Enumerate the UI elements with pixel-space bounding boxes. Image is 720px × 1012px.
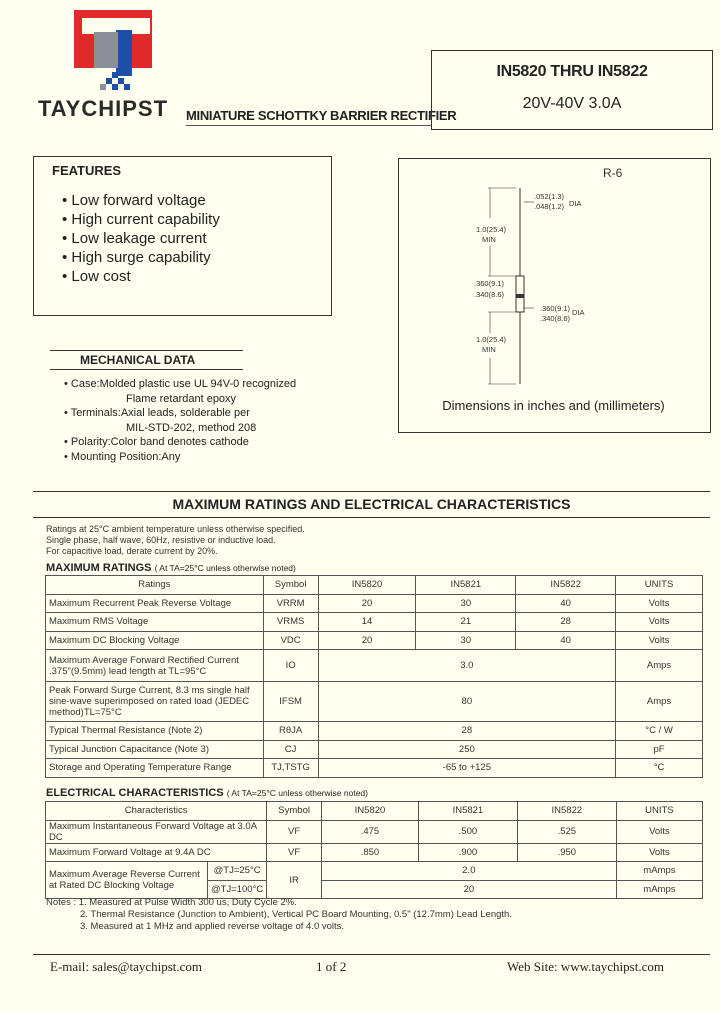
row-symbol: VF	[267, 843, 322, 862]
note-line: 2. Thermal Resistance (Junction to Ambient), Vertical PC Board Mounting, 0.5" (12.7mm) Lead Length.	[80, 909, 512, 920]
lead-length2-b: MIN	[482, 345, 496, 354]
row-condition: @TJ=100°C	[208, 880, 267, 899]
body-length-b: .340(8.6)	[474, 290, 505, 299]
row-label: Maximum DC Blocking Voltage	[46, 631, 264, 650]
header-cell: Symbol	[267, 802, 322, 821]
header-cell: IN5821	[416, 576, 516, 595]
footer-website[interactable]: Web Site: www.taychipst.com	[507, 959, 664, 974]
table-header-row	[46, 802, 703, 821]
row-symbol: IO	[263, 650, 318, 682]
row-unit: Volts	[616, 843, 702, 862]
row-unit: Volts	[616, 820, 702, 843]
feature-item: • Low cost	[62, 267, 220, 286]
cell-value: .525	[517, 820, 616, 843]
cell-value: .475	[321, 820, 418, 843]
cell-value: 30	[416, 631, 516, 650]
table-row	[46, 650, 703, 682]
elec-caption	[46, 787, 368, 799]
lead-dia-b: .048(1.2)	[534, 202, 565, 211]
row-symbol: TJ,TSTG	[263, 759, 318, 778]
notes	[46, 897, 512, 933]
table-row	[46, 682, 703, 722]
row-unit: pF	[616, 740, 703, 759]
row-label: Maximum Forward Voltage at 9.4A DC	[46, 843, 267, 862]
header-cell: Symbol	[263, 576, 318, 595]
section-title: MAXIMUM RATINGS AND ELECTRICAL CHARACTERISTICS	[33, 491, 710, 518]
table-row	[46, 594, 703, 613]
cell-value: 40	[516, 594, 616, 613]
lead-length2-a: 1.0(25.4)	[476, 335, 507, 344]
header-cell: Ratings	[46, 576, 264, 595]
row-unit: Amps	[616, 650, 703, 682]
cell-value: .850	[321, 843, 418, 862]
row-unit: Amps	[616, 682, 703, 722]
row-unit: mAmps	[616, 862, 702, 881]
row-label: Maximum Average Reverse Current at Rated DC Blocking Voltage	[46, 862, 208, 899]
part-number-title: IN5820 THRU IN5822	[496, 63, 648, 80]
cell-value: .950	[517, 843, 616, 862]
mech-item: MIL-STD-202, method 208	[126, 421, 257, 434]
cell-value: 250	[318, 740, 615, 759]
cell-value: .500	[418, 820, 517, 843]
row-label: Typical Junction Capacitance (Note 3)	[46, 740, 264, 759]
table-row	[46, 862, 703, 881]
table-header-row	[46, 576, 703, 595]
row-symbol: CJ	[263, 740, 318, 759]
cell-value: 20	[318, 594, 416, 613]
row-symbol: IFSM	[263, 682, 318, 722]
electrical-table	[45, 801, 703, 899]
row-symbol: IR	[267, 862, 322, 899]
max-ratings-caption-text: MAXIMUM RATINGS	[46, 562, 152, 574]
feature-item: • High surge capability	[62, 248, 220, 267]
header-cell: Characteristics	[46, 802, 267, 821]
body-dia-label: DIA	[572, 308, 585, 317]
mech-item: • Polarity:Color band denotes cathode	[64, 435, 296, 450]
max-ratings-table	[45, 575, 703, 778]
table-row	[46, 722, 703, 741]
elec-caption-note: ( At TA=25°C unless otherwise noted)	[226, 788, 368, 798]
row-unit: Volts	[616, 613, 703, 632]
mech-item: • Terminals:Axial leads, solderable per	[64, 406, 296, 421]
row-label: Maximum Recurrent Peak Reverse Voltage	[46, 594, 264, 613]
mechanical-list	[64, 377, 296, 464]
features-title: FEATURES	[52, 163, 122, 178]
row-condition: @TJ=25°C	[208, 862, 267, 881]
row-unit: °C / W	[616, 722, 703, 741]
row-label: Maximum Average Forward Rectified Current .375"(9.5mm) lead length at TL=95°C	[46, 650, 264, 682]
dimensions-caption: Dimensions in inches and (millimeters)	[442, 398, 665, 413]
row-unit: °C	[616, 759, 703, 778]
cell-value: 28	[516, 613, 616, 632]
table-row	[46, 759, 703, 778]
row-symbol: VDC	[263, 631, 318, 650]
table-row	[46, 740, 703, 759]
body-length-a: .360(9.1)	[474, 279, 505, 288]
row-symbol: VRMS	[263, 613, 318, 632]
header-divider	[186, 125, 431, 126]
row-label: Maximum Instantaneous Forward Voltage at 3.0A DC	[46, 820, 267, 843]
mech-item: • Case:Molded plastic use UL 94V-0 recognized	[64, 377, 296, 392]
row-unit: mAmps	[616, 880, 702, 899]
table-row	[46, 631, 703, 650]
lead-dia-a: .052(1.3)	[534, 192, 565, 201]
row-label: Maximum RMS Voltage	[46, 613, 264, 632]
feature-item: • Low leakage current	[62, 229, 220, 248]
logo-icon	[74, 10, 154, 94]
cell-value: 20	[321, 880, 616, 899]
max-ratings-caption	[46, 562, 296, 574]
header-cell: IN5821	[418, 802, 517, 821]
cell-value: 21	[416, 613, 516, 632]
body-dia-b: .340(8.6)	[540, 314, 571, 323]
row-label: Peak Forward Surge Current, 8.3 ms single half sine-wave superimposed on rated load (JEDEC method)TL=75°C	[46, 682, 264, 722]
preamble-line: Ratings at 25°C ambient temperature unless otherwise specified.	[46, 524, 305, 534]
features-list	[62, 191, 220, 286]
table-row	[46, 613, 703, 632]
table-row	[46, 820, 703, 843]
feature-item: • Low forward voltage	[62, 191, 220, 210]
cell-value: 28	[318, 722, 615, 741]
row-label: Typical Thermal Resistance (Note 2)	[46, 722, 264, 741]
header-cell: IN5820	[321, 802, 418, 821]
product-subtitle: MINIATURE SCHOTTKY BARRIER RECTIFIER	[186, 108, 457, 123]
row-symbol: RθJA	[263, 722, 318, 741]
footer-divider	[33, 954, 710, 955]
ratings-preamble	[46, 524, 305, 557]
cell-value: -65 to +125	[318, 759, 615, 778]
header-cell: IN5822	[517, 802, 616, 821]
cell-value: 14	[318, 613, 416, 632]
lead-length-a: 1.0(25.4)	[476, 225, 507, 234]
footer-email[interactable]: E-mail: sales@taychipst.com	[50, 959, 203, 974]
brand-name: TAYCHIPST	[38, 96, 169, 121]
mechanical-title: MECHANICAL DATA	[50, 350, 243, 370]
row-label: Storage and Operating Temperature Range	[46, 759, 264, 778]
part-title-box	[431, 50, 713, 130]
row-unit: Volts	[616, 631, 703, 650]
lead-dia-label: DIA	[569, 199, 582, 208]
package-drawing	[398, 158, 709, 398]
header-cell: IN5820	[318, 576, 416, 595]
cell-value: 2.0	[321, 862, 616, 881]
cathode-band	[516, 294, 524, 298]
note-line: Notes : 1. Measured at Pulse Width 300 us, Duty Cycle 2%.	[46, 897, 297, 908]
package-label: R-6	[603, 166, 623, 180]
cell-value: .900	[418, 843, 517, 862]
cell-value: 3.0	[318, 650, 615, 682]
part-rating: 20V-40V 3.0A	[522, 95, 622, 112]
cell-value: 20	[318, 631, 416, 650]
preamble-line: For capacitive load, derate current by 20%.	[46, 546, 218, 556]
feature-item: • High current capability	[62, 210, 220, 229]
cell-value: 40	[516, 631, 616, 650]
cell-value: 80	[318, 682, 615, 722]
footer-page-number: 1 of 2	[316, 959, 347, 974]
preamble-line: Single phase, half wave, 60Hz, resistive or inductive load.	[46, 535, 276, 545]
note-line: 3. Measured at 1 MHz and applied reverse voltage of 4.0 volts.	[80, 921, 345, 932]
elec-caption-text: ELECTRICAL CHARACTERISTICS	[46, 787, 224, 799]
mech-item: Flame retardant epoxy	[126, 392, 237, 405]
max-ratings-caption-note: ( At TA=25°C unless otherwise noted)	[154, 563, 296, 573]
mech-item: • Mounting Position:Any	[64, 450, 296, 465]
cell-value: 30	[416, 594, 516, 613]
lead-length-b: MIN	[482, 235, 496, 244]
row-symbol: VF	[267, 820, 322, 843]
row-unit: Volts	[616, 594, 703, 613]
header-cell: IN5822	[516, 576, 616, 595]
body-dia-a: .360(9.1)	[540, 304, 571, 313]
table-row	[46, 843, 703, 862]
row-symbol: VRRM	[263, 594, 318, 613]
header-cell: UNITS	[616, 576, 703, 595]
header-cell: UNITS	[616, 802, 702, 821]
